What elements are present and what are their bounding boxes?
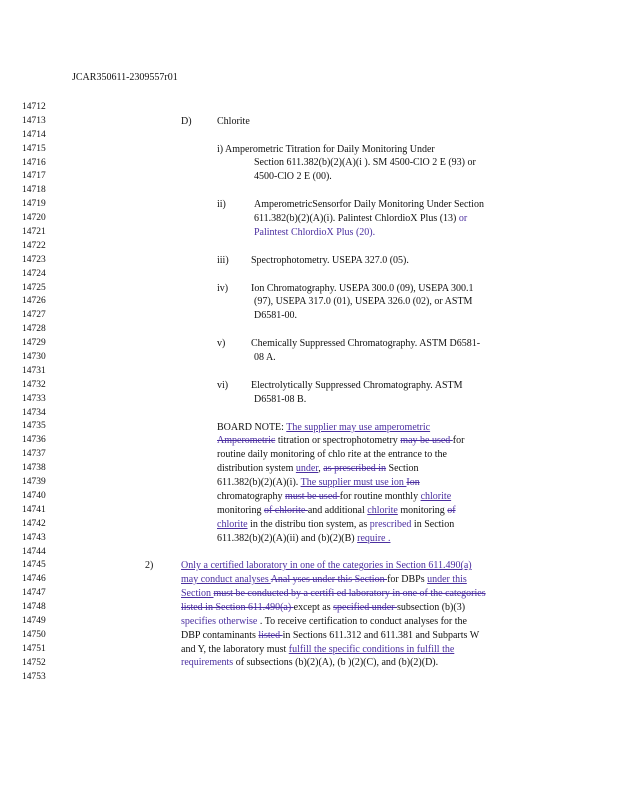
item-iii-text: Spectrophotometry. USEPA 327.0 (05).	[251, 254, 409, 266]
board-note	[217, 421, 464, 546]
line-number: 14727	[22, 310, 46, 321]
board-note-text: BOARD NOTE:	[217, 421, 287, 433]
board-note-text: in Section	[411, 518, 455, 530]
board-note-deletion: as prescribed in	[323, 463, 387, 475]
line-number: 14730	[22, 352, 46, 363]
board-note-text: in the distribu tion system, as	[247, 518, 370, 530]
item-ii-insertion: or	[458, 213, 468, 225]
line-number: 14723	[22, 254, 46, 265]
line-number: 14735	[22, 421, 46, 432]
board-note-insertion: under	[295, 463, 319, 475]
item-vi-line: Electrolytically Suppressed Chromatography. ASTM	[251, 379, 463, 391]
board-note-line	[217, 421, 464, 435]
board-note-insertion: chlorite	[367, 504, 398, 516]
board-note-line: routine daily monitoring of chlo rite at the entrance to the	[217, 449, 447, 461]
line-number: 14745	[22, 560, 46, 571]
para-2-text: of subsections (b)(2)(A), (b )(2)(C), and (b)(2)(D).	[233, 657, 439, 669]
item-i-line: Section 611.382(b)(2)(A)(i ). SM 4500-ClO 2 E (93) or	[254, 157, 476, 169]
board-note-deletion: must be used	[285, 491, 340, 503]
item-iv-line: D6581-00.	[254, 310, 298, 322]
board-note-insertion: chlorite	[217, 518, 248, 530]
line-number: 14716	[22, 157, 46, 168]
line-number: 14722	[22, 240, 46, 251]
para-2-line	[181, 643, 486, 657]
board-note-text: for routine monthly	[339, 491, 421, 503]
board-note-insertion: prescribed	[369, 518, 412, 530]
board-note-insertion: The supplier may use amperometric	[286, 421, 431, 433]
para-2-line	[181, 559, 486, 573]
item-i-line: i) Amperometric Titration for Daily Monitoring Under	[217, 143, 435, 155]
para-2-line	[181, 587, 486, 601]
line-number: 14728	[22, 324, 46, 335]
board-note-insertion: .	[385, 532, 391, 544]
item-i	[217, 143, 476, 185]
item-iv-line: Ion Chromatography. USEPA 300.0 (09), USEPA 300.1	[251, 282, 474, 294]
board-note-deletion: of chlorite	[263, 504, 308, 516]
line-number: 14747	[22, 588, 46, 599]
line-number: 14741	[22, 504, 46, 515]
para-2-line	[181, 573, 486, 587]
item-ii-line	[254, 212, 484, 226]
line-number: 14736	[22, 435, 46, 446]
para-2-insertion: may conduct analyses	[181, 574, 271, 586]
board-note-insertion: The supplier must use ion	[300, 477, 407, 489]
line-number: 14732	[22, 379, 46, 390]
line-number: 14724	[22, 268, 46, 279]
item-ii-label: ii)	[217, 199, 226, 211]
line-number: 14746	[22, 574, 46, 585]
item-iii-label: iii)	[217, 254, 229, 266]
board-note-text: ,	[318, 463, 324, 475]
board-note-deletion: of	[447, 504, 456, 516]
item-vi-label: vi)	[217, 379, 229, 391]
board-note-text: titration or spectrophotometry	[275, 435, 401, 447]
line-number: 14731	[22, 365, 46, 376]
board-note-text: and additional	[307, 504, 368, 516]
line-number: 14752	[22, 657, 46, 668]
board-note-text: for	[452, 435, 465, 447]
para-2-text: for DBPs	[387, 574, 428, 586]
line-number: 14744	[22, 546, 46, 557]
line-number: 14742	[22, 518, 46, 529]
para-2-insertion: Only a certified laboratory in one of the categories in Section 611.490(a)	[181, 560, 472, 572]
board-note-text: 611.382(b)(2)(A)(ii) and (b)(2)(B)	[217, 532, 358, 544]
item-vi	[251, 379, 463, 407]
para-2-line	[181, 656, 486, 670]
para-2-label: 2)	[145, 560, 154, 572]
item-v-line: 08 A.	[254, 352, 276, 364]
item-v-label: v)	[217, 338, 226, 350]
board-note-text: chromatography	[217, 491, 286, 503]
item-ii-text: 611.382(b)(2)(A)(i). Palintest ChlordioX Plus (13)	[254, 213, 459, 225]
item-v-line: Chemically Suppressed Chromatography. ASTM D6581-	[251, 338, 481, 350]
item-iv	[251, 282, 474, 324]
line-number: 14719	[22, 199, 46, 210]
board-note-line	[217, 462, 464, 476]
board-note-line	[217, 504, 464, 518]
board-note-deletion: Ion	[406, 477, 420, 489]
line-number: 14717	[22, 171, 46, 182]
board-note-text: monitoring	[397, 504, 448, 516]
line-number: 14718	[22, 185, 46, 196]
line-number: 14740	[22, 490, 46, 501]
line-number: 14751	[22, 643, 46, 654]
item-i-line: 4500-ClO 2 E (00).	[254, 171, 332, 183]
para-2-text: DBP contaminants	[181, 629, 259, 641]
line-number: 14720	[22, 213, 46, 224]
section-d-title: Chlorite	[217, 115, 250, 127]
line-number: 14721	[22, 227, 46, 238]
board-note-insertion: chlorite	[420, 491, 452, 503]
line-number: 14753	[22, 671, 46, 682]
para-2-line	[181, 615, 486, 629]
board-note-deletion: Amperometric	[217, 435, 276, 447]
board-note-deletion: may be used	[400, 435, 453, 447]
line-number: 14729	[22, 338, 46, 349]
item-iv-label: iv)	[217, 282, 229, 294]
para-2-insertion: Section	[181, 587, 214, 599]
board-note-text: monitoring	[217, 504, 264, 516]
para-2-text: except as	[293, 601, 334, 613]
board-note-text: 611.382(b)(2)(A)(i).	[217, 477, 301, 489]
document-id: JCAR350611-2309557r01	[72, 72, 178, 83]
item-ii-insertion: Palintest ChlordioX Plus (20)	[254, 226, 373, 238]
item-v	[251, 337, 480, 365]
line-number: 14737	[22, 449, 46, 460]
para-2-deletion: specified under	[333, 601, 397, 613]
para-2-deletion: must be conducted by a certifi ed laboratory in one of the categories	[213, 587, 486, 599]
item-vi-line: D6581-08 B.	[254, 393, 307, 405]
para-2-text: in Sections 611.312 and 611.381 and Subparts W	[282, 629, 480, 641]
line-number: 14725	[22, 282, 46, 293]
item-ii	[254, 198, 484, 240]
line-number: 14712	[22, 102, 46, 112]
board-note-line	[217, 476, 464, 490]
section-d-label: D)	[181, 115, 192, 127]
board-note-line	[217, 518, 464, 532]
item-iv-line: (97), USEPA 317.0 (01), USEPA 326.0 (02), or ASTM	[254, 296, 473, 308]
para-2-text: subsection (b)(3)	[396, 601, 466, 613]
board-note-text: distribution system	[217, 463, 296, 475]
board-note-text: Section	[386, 463, 419, 475]
para-2-line	[181, 629, 486, 643]
para-2	[181, 559, 486, 670]
line-number: 14750	[22, 629, 46, 640]
line-number: 14726	[22, 296, 46, 307]
item-ii-line	[254, 226, 484, 240]
line-number: 14739	[22, 477, 46, 488]
line-number: 14714	[22, 129, 46, 140]
para-2-text: . To receive certification to conduct analyses for the	[257, 615, 467, 627]
board-note-insertion: require	[357, 532, 386, 544]
para-2-insertion: requirements	[181, 657, 234, 669]
para-2-line	[181, 601, 486, 615]
para-2-insertion: specifies otherwise	[181, 615, 258, 627]
line-number: 14749	[22, 615, 46, 626]
para-2-insertion: fulfill the specific conditions in fulfill the	[288, 643, 455, 655]
line-number: 14734	[22, 407, 46, 418]
item-ii-insertion: .	[372, 226, 376, 238]
line-number: 14743	[22, 532, 46, 543]
board-note-line	[217, 434, 464, 448]
line-number: 14733	[22, 393, 46, 404]
para-2-insertion: under this	[427, 574, 467, 586]
line-numbers	[22, 101, 46, 684]
line-number: 14713	[22, 115, 46, 126]
line-number: 14738	[22, 463, 46, 474]
para-2-deletion: listed in Section 611.490(a)	[181, 601, 294, 613]
para-2-deletion: listed	[258, 629, 283, 641]
item-ii-line: AmperometricSensorfor Daily Monitoring Under Section	[254, 199, 484, 211]
board-note-line	[217, 490, 464, 504]
board-note-line	[217, 532, 464, 546]
para-2-text: and Y, the laboratory must	[181, 643, 289, 655]
line-number: 14715	[22, 143, 46, 154]
para-2-deletion: Anal yses under this Section	[270, 574, 388, 586]
line-number: 14748	[22, 602, 46, 613]
